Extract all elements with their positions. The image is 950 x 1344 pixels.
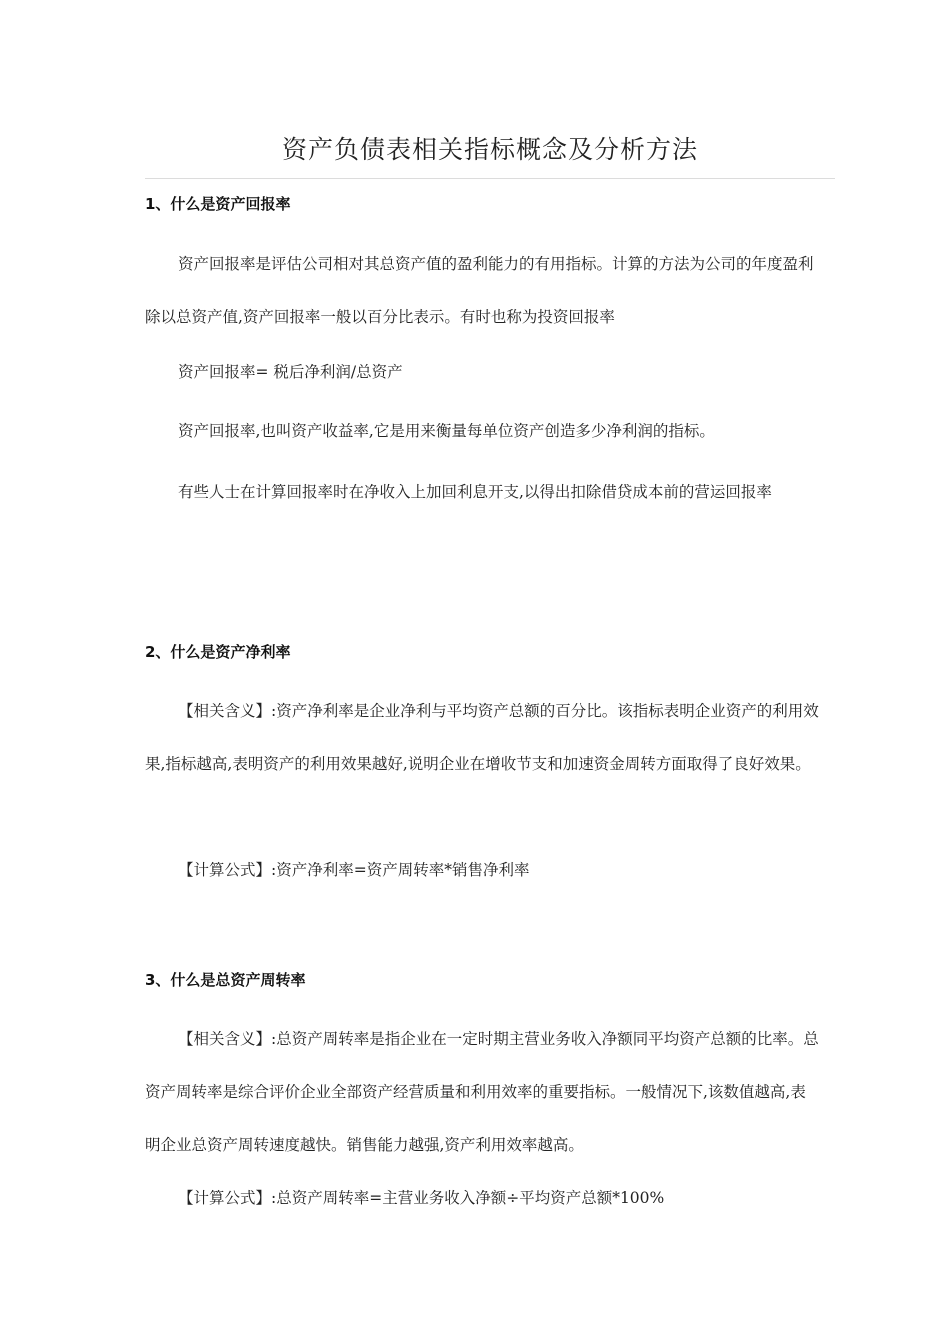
title-divider	[145, 178, 835, 179]
section-2-heading: 2、什么是资产净利率	[145, 643, 291, 661]
section-1-paragraph-3: 资产回报率,也叫资产收益率,它是用来衡量每单位资产创造多少净利润的指标。	[178, 422, 715, 440]
section-2-paragraph-2: 【计算公式】:资产净利率=资产周转率*销售净利率	[178, 861, 530, 879]
section-1-paragraph-1: 资产回报率是评估公司相对其总资产值的盈利能力的有用指标。计算的方法为公司的年度盈利除以总资产值,资产回报率一般以百分比表示。有时也称为投资回报率	[145, 255, 814, 326]
section-3-heading: 3、什么是总资产周转率	[145, 971, 306, 989]
section-1-paragraph-4: 有些人士在计算回报率时在净收入上加回利息开支,以得出扣除借贷成本前的营运回报率	[178, 483, 772, 501]
section-1-heading: 1、什么是资产回报率	[145, 195, 291, 213]
section-3-paragraph-2: 【计算公式】:总资产周转率=主营业务收入净额÷平均资产总额*100%	[178, 1189, 665, 1207]
section-3-paragraph-1: 【相关含义】:总资产周转率是指企业在一定时期主营业务收入净额同平均资产总额的比率。总资产周转率是综合评价企业全部资产经营质量和利用效率的重要指标。一般情况下,该数值越高,表明企业总资产周转速度越快。销售能力越强,资产利用效率越高。	[145, 1030, 819, 1154]
document-title: 资产负债表相关指标概念及分析方法	[281, 135, 698, 164]
section-1-paragraph-2: 资产回报率= 税后净利润/总资产	[178, 363, 403, 381]
section-2-paragraph-1: 【相关含义】:资产净利率是企业净利与平均资产总额的百分比。该指标表明企业资产的利用效果,指标越高,表明资产的利用效果越好,说明企业在增收节支和加速资金周转方面取得了良好效果。	[145, 702, 819, 773]
